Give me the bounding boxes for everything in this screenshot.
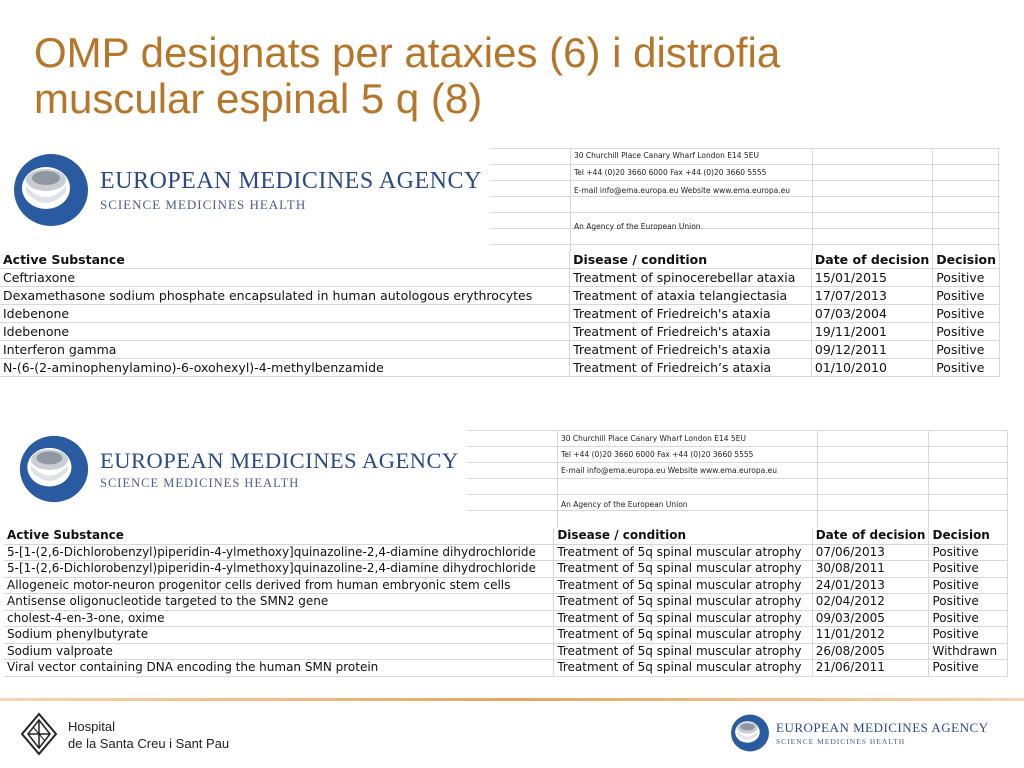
cell-disease: Treatment of 5q spinal muscular atrophy — [554, 544, 812, 561]
table-row — [4, 544, 1008, 561]
cell-date: 09/03/2005 — [812, 610, 929, 627]
cell-disease: Treatment of 5q spinal muscular atrophy — [554, 561, 812, 578]
table-row — [0, 359, 1000, 377]
ema-phone: Tel +44 (0)20 3660 6000 Fax +44 (0)20 3660 5555 — [561, 450, 754, 459]
ema-emblem-icon — [18, 434, 90, 504]
cell-date: 07/03/2004 — [811, 305, 932, 323]
cell-date: 30/08/2011 — [812, 561, 929, 578]
cell-disease: Treatment of 5q spinal muscular atrophy — [554, 643, 812, 660]
cell-substance: Sodium phenylbutyrate — [4, 627, 554, 644]
cell-disease: Treatment of Friedreich's ataxia — [570, 341, 812, 359]
table-row — [4, 594, 1008, 611]
ema-logo-name: EUROPEAN MEDICINES AGENCY — [100, 167, 482, 194]
cell-substance: Idebenone — [0, 305, 570, 323]
ema-phone: Tel +44 (0)20 3660 6000 Fax +44 (0)20 3660 5555 — [574, 168, 767, 177]
hospital-name — [68, 718, 229, 752]
table-header-row — [4, 528, 1008, 544]
cell-decision: Positive — [933, 359, 1000, 377]
cell-substance: cholest-4-en-3-one, oxime — [4, 610, 554, 627]
table-row — [4, 561, 1008, 578]
cell-disease: Treatment of spinocerebellar ataxia — [570, 269, 812, 287]
ema-email: E-mail info@ema.europa.eu Website www.ema.europa.eu — [574, 186, 790, 195]
cell-decision: Positive — [929, 610, 1008, 627]
header-date: Date of decision — [811, 251, 932, 269]
footer-ema-logo — [730, 713, 989, 753]
table-row — [4, 643, 1008, 660]
cell-substance: N-(6-(2-aminophenylamino)-6-oxohexyl)-4-methylbenzamide — [0, 359, 570, 377]
cell-date: 11/01/2012 — [812, 627, 929, 644]
ema-eu-agency: An Agency of the European Union — [561, 500, 688, 509]
cell-date: 15/01/2015 — [811, 269, 932, 287]
cell-date: 24/01/2013 — [812, 577, 929, 594]
ema-logo-tagline: SCIENCE MEDICINES HEALTH — [100, 196, 307, 212]
cell-date: 01/10/2010 — [811, 359, 932, 377]
header-date: Date of decision — [812, 528, 929, 544]
ema-address: 30 Churchill Place Canary Wharf London E14 5EU — [574, 151, 759, 160]
cell-date: 19/11/2001 — [811, 323, 932, 341]
slide-title-line-2: muscular espinal 5 q (8) — [34, 75, 483, 122]
table-row — [0, 305, 1000, 323]
cell-decision: Positive — [929, 594, 1008, 611]
cell-decision: Positive — [933, 341, 1000, 359]
header-active-substance: Active Substance — [4, 528, 554, 544]
cell-date: 21/06/2011 — [812, 660, 929, 677]
ema-logo — [18, 434, 459, 504]
table-row — [0, 323, 1000, 341]
hospital-name-line-1: Hospital — [68, 719, 115, 734]
ema-address: 30 Churchill Place Canary Wharf London E14 5EU — [561, 434, 746, 443]
hospital-name-line-2: de la Santa Creu i Sant Pau — [68, 736, 230, 751]
table-row — [0, 341, 1000, 359]
cell-date: 09/12/2011 — [811, 341, 932, 359]
ema-email: E-mail info@ema.europa.eu Website www.ema.europa.eu — [561, 466, 777, 475]
cell-decision: Positive — [929, 544, 1008, 561]
ataxia-table — [0, 251, 1000, 377]
ema-eu-agency: An Agency of the European Union — [574, 222, 701, 231]
cell-substance: 5-[1-(2,6-Dichlorobenzyl)piperidin-4-ylmethoxy]quinazoline-2,4-diamine dihydrochloride — [4, 561, 554, 578]
footer-ema-tagline: SCIENCE MEDICINES HEALTH — [776, 737, 906, 746]
sma-sheet — [4, 430, 1008, 678]
cell-disease: Treatment of Friedreich’s ataxia — [570, 359, 812, 377]
hospital-logo-icon — [20, 712, 58, 756]
cell-decision: Positive — [929, 577, 1008, 594]
cell-decision: Positive — [933, 305, 1000, 323]
ema-logo — [12, 152, 482, 228]
ataxia-sheet — [0, 148, 1000, 374]
cell-substance: 5-[1-(2,6-Dichlorobenzyl)piperidin-4-ylmethoxy]quinazoline-2,4-diamine dihydrochloride — [4, 544, 554, 561]
cell-disease: Treatment of 5q spinal muscular atrophy — [554, 594, 812, 611]
table-row — [4, 660, 1008, 677]
cell-substance: Viral vector containing DNA encoding the human SMN protein — [4, 660, 554, 677]
cell-disease: Treatment of 5q spinal muscular atrophy — [554, 577, 812, 594]
footer-ema-name: EUROPEAN MEDICINES AGENCY — [776, 720, 989, 735]
slide-title-line-1: OMP designats per ataxies (6) i distrofia — [34, 29, 781, 76]
table-row — [4, 627, 1008, 644]
ema-emblem-icon — [12, 152, 90, 228]
table-row — [4, 610, 1008, 627]
cell-date: 17/07/2013 — [811, 287, 932, 305]
table-row — [0, 269, 1000, 287]
ema-emblem-icon — [730, 713, 770, 753]
cell-disease: Treatment of 5q spinal muscular atrophy — [554, 610, 812, 627]
cell-disease: Treatment of Friedreich's ataxia — [570, 323, 812, 341]
table-row — [0, 287, 1000, 305]
cell-date: 26/08/2005 — [812, 643, 929, 660]
sma-table — [4, 528, 1008, 677]
ema-logo-tagline: SCIENCE MEDICINES HEALTH — [100, 475, 300, 490]
ema-logo-name: EUROPEAN MEDICINES AGENCY — [100, 447, 459, 473]
cell-substance: Sodium valproate — [4, 643, 554, 660]
cell-decision: Positive — [929, 660, 1008, 677]
cell-substance: Idebenone — [0, 323, 570, 341]
cell-decision: Positive — [933, 287, 1000, 305]
cell-date: 07/06/2013 — [812, 544, 929, 561]
header-active-substance: Active Substance — [0, 251, 570, 269]
cell-substance: Dexamethasone sodium phosphate encapsulated in human autologous erythrocytes — [0, 287, 570, 305]
cell-substance: Interferon gamma — [0, 341, 570, 359]
cell-decision: Positive — [933, 323, 1000, 341]
table-header-row — [0, 251, 1000, 269]
cell-disease: Treatment of ataxia telangiectasia — [570, 287, 812, 305]
slide-title — [34, 30, 994, 122]
table-row — [4, 577, 1008, 594]
cell-substance: Ceftriaxone — [0, 269, 570, 287]
cell-decision: Withdrawn — [929, 643, 1008, 660]
cell-disease: Treatment of 5q spinal muscular atrophy — [554, 660, 812, 677]
cell-decision: Positive — [929, 627, 1008, 644]
header-disease: Disease / condition — [570, 251, 812, 269]
cell-disease: Treatment of Friedreich's ataxia — [570, 305, 812, 323]
cell-substance: Antisense oligonucleotide targeted to the SMN2 gene — [4, 594, 554, 611]
cell-date: 02/04/2012 — [812, 594, 929, 611]
cell-substance: Allogeneic motor-neuron progenitor cells derived from human embryonic stem cells — [4, 577, 554, 594]
footer-divider — [0, 698, 1024, 701]
cell-decision: Positive — [929, 561, 1008, 578]
header-decision: Decision — [933, 251, 1000, 269]
header-disease: Disease / condition — [554, 528, 812, 544]
cell-decision: Positive — [933, 269, 1000, 287]
header-decision: Decision — [929, 528, 1008, 544]
cell-disease: Treatment of 5q spinal muscular atrophy — [554, 627, 812, 644]
